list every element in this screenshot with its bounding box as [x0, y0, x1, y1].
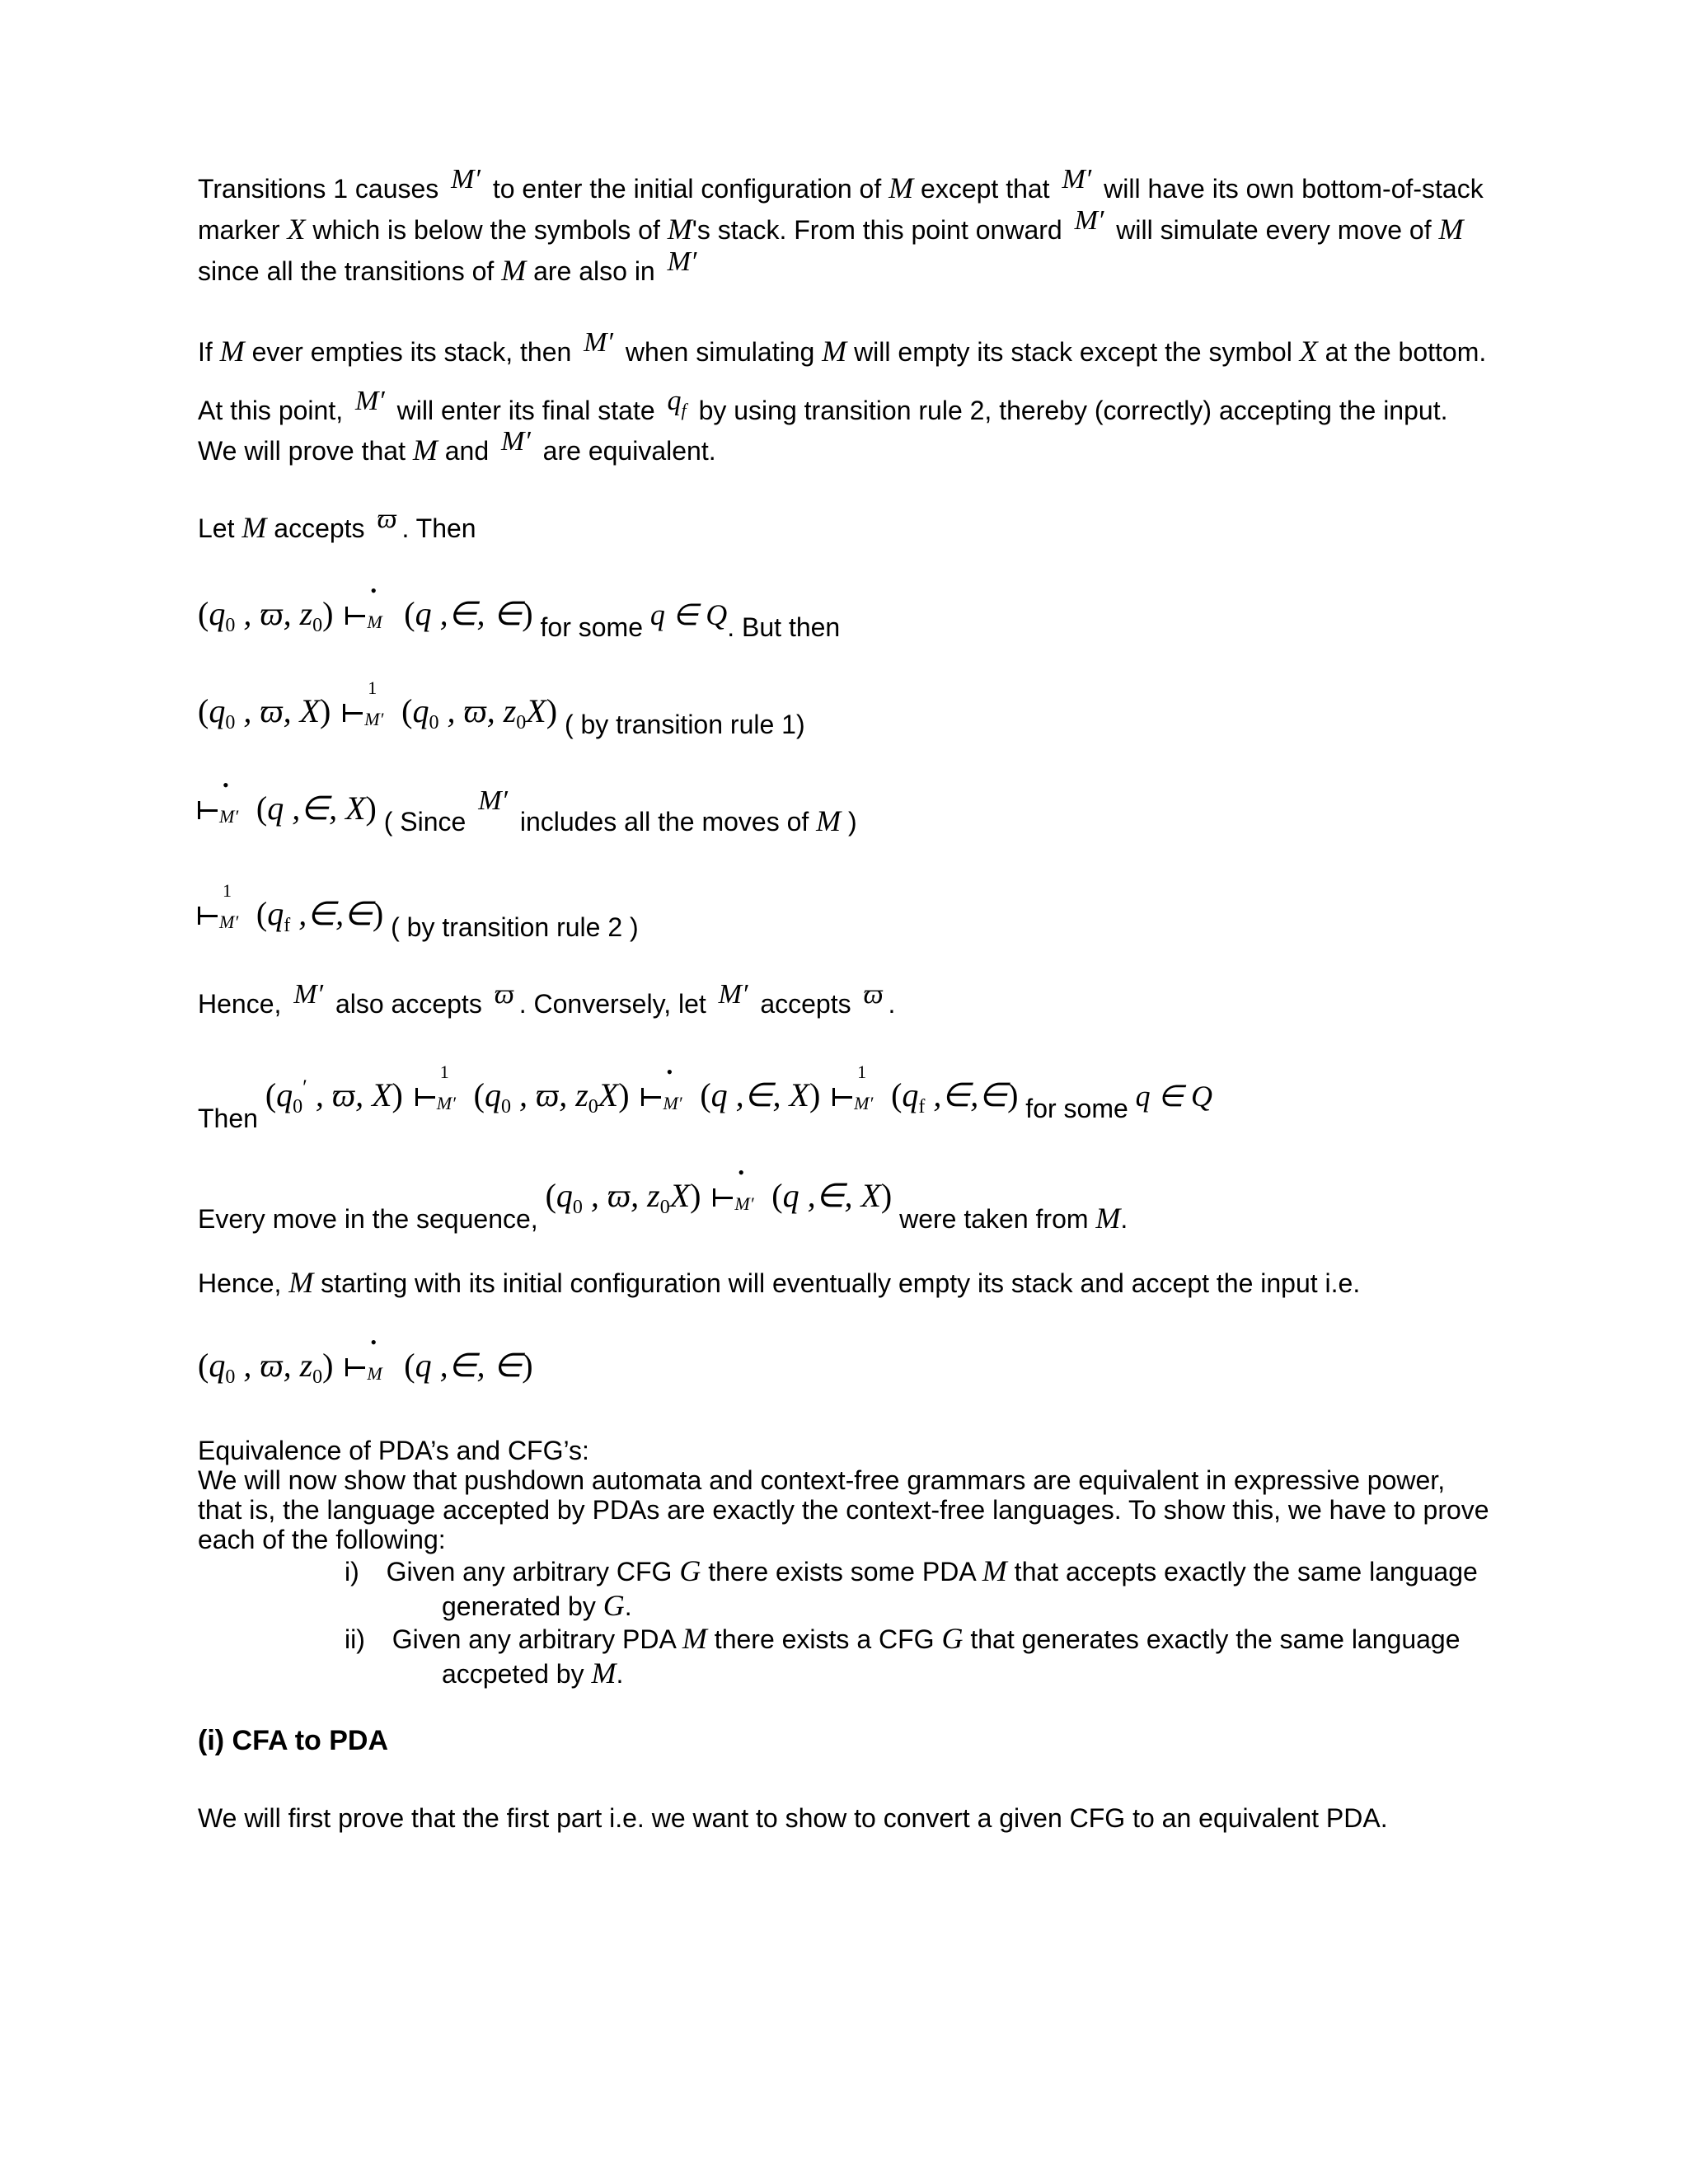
math-M: M	[219, 335, 245, 368]
text: . Then	[401, 513, 476, 543]
list-item-i-cont	[442, 1589, 632, 1623]
formula: q ∈ Q	[1135, 1080, 1213, 1113]
list-item-ii	[345, 1622, 1461, 1656]
text: Given any arbitrary CFG	[386, 1557, 673, 1586]
math-M: M	[982, 1554, 1007, 1587]
text: for some	[540, 612, 643, 642]
math-w: ϖ	[463, 692, 487, 729]
text: were taken from	[899, 1204, 1089, 1234]
math-M: M	[591, 1657, 617, 1690]
math-w: ϖ	[260, 595, 284, 632]
math-M: M	[412, 434, 438, 466]
para1-line2	[198, 205, 1464, 247]
text: .	[888, 989, 896, 1019]
text: and	[444, 436, 490, 466]
math-M: M	[288, 1266, 314, 1299]
list-number: ii)	[345, 1624, 365, 1654]
sub-M: M	[367, 1363, 382, 1384]
text: . But then	[727, 612, 841, 642]
star: •	[370, 580, 377, 601]
text: that accepts exactly the same language	[1014, 1557, 1478, 1586]
para3	[198, 504, 476, 546]
math-w: ϖ	[377, 504, 397, 534]
section-text: We will first prove that the first part i.e. we want to show to convert a given CFG to an equivalent PDA.	[198, 1803, 1388, 1833]
one: 1	[368, 677, 377, 698]
math-w: ϖ	[260, 692, 284, 729]
para4	[198, 979, 896, 1021]
text: ( by transition rule 2 )	[391, 912, 639, 942]
text: when simulating	[625, 337, 815, 367]
text: will empty its stack except the symbol	[854, 337, 1292, 367]
turnstile-star	[641, 1062, 687, 1113]
text: .	[616, 1659, 624, 1689]
equation-5	[198, 1062, 1213, 1133]
para1-line1	[198, 164, 1484, 206]
equivalence-line1: We will now show that pushdown automata and context-free grammars are equivalent in expressive power,	[198, 1465, 1446, 1495]
text: )	[848, 807, 857, 837]
sub-M-prime: M′	[436, 1093, 456, 1113]
formula: ($q_f$ ,∈,∈)	[891, 1076, 1019, 1118]
text: will enter its final state	[396, 396, 655, 425]
math-M-prime: M′	[293, 979, 324, 1010]
text: which is below the symbols of	[312, 215, 660, 245]
math-M: M	[667, 213, 692, 246]
math-q-f	[668, 385, 687, 427]
text: to enter the initial configuration of	[492, 174, 882, 204]
math-X: X	[287, 213, 306, 246]
formula: q ∈ Q	[649, 598, 728, 631]
text: ever empties its stack, then	[251, 337, 572, 367]
section-heading: (i) CFA to PDA	[198, 1725, 389, 1756]
text: by using transition rule 2, thereby (correctly) accepting the input.	[698, 396, 1448, 425]
math-M-prime: M′	[718, 979, 748, 1010]
formula: (q ,∈, ∈)	[404, 1347, 533, 1384]
star: •	[223, 775, 229, 795]
text: includes all the moves of	[519, 807, 809, 837]
star: •	[370, 1332, 377, 1352]
text: marker	[198, 215, 280, 245]
formula: (q ,∈, ∈)	[404, 595, 533, 632]
math-M: M	[816, 804, 842, 837]
turnstile-star	[345, 1332, 392, 1384]
sub-M-prime: M′	[734, 1193, 754, 1214]
one: 1	[223, 880, 232, 901]
math-M: M	[1438, 213, 1464, 246]
math-M-prime: M′	[667, 246, 697, 277]
list-item-ii-cont	[442, 1657, 623, 1690]
math-G: G	[679, 1554, 701, 1587]
math-M: M	[1095, 1202, 1121, 1235]
formula: ($q_0$ , ϖ, X)	[198, 692, 331, 733]
math-M-prime: M′	[501, 426, 531, 457]
text: since all the transitions of	[198, 256, 495, 286]
math-w: ϖ	[331, 1076, 356, 1113]
text: accpeted by	[442, 1659, 584, 1689]
turnstile-star	[345, 580, 392, 632]
sub-M-prime: M′	[663, 1093, 682, 1113]
list-item-i	[345, 1554, 1478, 1588]
formula: ($q_0$ , ϖ, $z_0X$)	[473, 1076, 630, 1118]
turnstile-one	[198, 880, 244, 932]
star: •	[666, 1062, 673, 1082]
math-M: M	[501, 254, 527, 287]
text: accepts	[274, 513, 365, 543]
math-M: M	[889, 171, 914, 204]
math-M-prime: M′	[478, 785, 508, 816]
formula: ($q_0$ , ϖ, $z_0X$)	[401, 692, 558, 733]
turnstile-star	[198, 775, 244, 827]
math-M-prime: M′	[584, 327, 613, 358]
formula: ($q_0'$ , ϖ, X)	[265, 1076, 403, 1118]
one: 1	[857, 1062, 867, 1082]
equivalence-title: Equivalence of PDA’s and CFG’s:	[198, 1436, 589, 1465]
text: will have its own bottom-of-stack	[1104, 174, 1484, 204]
math-Q: Q	[706, 598, 728, 631]
text: except that	[921, 174, 1050, 204]
text: ( Since	[383, 807, 467, 837]
sub-f: f	[681, 399, 687, 420]
text: Given any arbitrary PDA	[392, 1624, 676, 1654]
text: Every move in the sequence,	[198, 1204, 538, 1234]
math-w: ϖ	[494, 979, 514, 1010]
text: there exists a CFG	[714, 1624, 935, 1654]
math-X: X	[299, 692, 321, 729]
text: At this point,	[198, 396, 344, 425]
math-M: M	[241, 511, 267, 544]
math-M-prime: M′	[354, 386, 385, 416]
para6	[198, 1162, 1128, 1235]
text: We will prove that	[198, 436, 406, 466]
text: 's stack. From this point onward	[692, 215, 1062, 245]
sub-M-prime: M′	[854, 1093, 874, 1113]
sub-M: M	[367, 612, 382, 632]
sub-M-prime: M′	[364, 709, 384, 729]
text: .	[624, 1591, 632, 1621]
text: Transitions 1 causes	[198, 174, 439, 204]
text: Then	[198, 1104, 258, 1133]
math-Q: Q	[1191, 1080, 1213, 1113]
math-w: ϖ	[260, 1347, 284, 1384]
formula: ($q_0$ , ϖ, $z_0$)	[198, 595, 334, 636]
math-w: ϖ	[535, 1076, 560, 1113]
text: Hence,	[198, 989, 282, 1019]
text: .	[1120, 1204, 1128, 1234]
text: ( by transition rule 1)	[564, 710, 805, 739]
star: •	[738, 1162, 745, 1183]
para2-line3	[198, 426, 716, 468]
formula: (q ,∈, X)	[771, 1177, 893, 1214]
text: are equivalent.	[542, 436, 716, 466]
math-w: ϖ	[607, 1177, 631, 1214]
math-G: G	[603, 1589, 625, 1622]
text: are also in	[533, 256, 655, 286]
equivalence-line2: that is, the language accepted by PDAs are exactly the context-free languages. To show this, we have to prove	[198, 1495, 1489, 1525]
text: will simulate every move of	[1116, 215, 1432, 245]
text: Hence,	[198, 1268, 282, 1298]
list-number: i)	[345, 1557, 359, 1586]
equation-3	[198, 775, 857, 837]
sub-M-prime: M′	[219, 806, 239, 827]
text: accepts	[760, 989, 851, 1019]
text: . Conversely, let	[518, 989, 706, 1019]
text: also accepts	[335, 989, 482, 1019]
text: Let	[198, 513, 235, 543]
text: for some	[1025, 1094, 1128, 1123]
equation-1	[198, 580, 841, 642]
equation-2	[198, 677, 805, 739]
text: at the bottom.	[1325, 337, 1487, 367]
text: If	[198, 337, 213, 367]
equation-4	[198, 880, 639, 942]
formula: ($q_0$ , ϖ, $z_0X$)	[545, 1177, 701, 1218]
one: 1	[439, 1062, 449, 1082]
math-M-prime: M′	[1074, 205, 1104, 236]
text: starting with its initial configuration will eventually empty its stack and accept the input i.e.	[321, 1268, 1361, 1298]
text: that generates exactly the same language	[970, 1624, 1461, 1654]
para1-line3	[198, 246, 701, 288]
equivalence-line3: each of the following:	[198, 1525, 446, 1554]
para7	[198, 1266, 1360, 1300]
equation-6	[198, 1332, 533, 1394]
math-G: G	[941, 1622, 964, 1655]
formula: (q ,∈, X)	[700, 1076, 821, 1113]
formula: (q ,∈, X)	[256, 790, 377, 827]
math-M: M	[682, 1622, 707, 1655]
turnstile-one	[832, 1062, 879, 1113]
text: there exists some PDA	[708, 1557, 975, 1586]
sub-M-prime: M′	[219, 912, 239, 932]
para2-line2	[198, 386, 1448, 437]
turnstile-one	[343, 677, 389, 729]
math-w: ϖ	[863, 979, 884, 1010]
formula: ($q_0$ , ϖ, $z_0$)	[198, 1347, 334, 1388]
text: generated by	[442, 1591, 596, 1621]
q: q	[667, 386, 682, 416]
math-M: M	[822, 335, 847, 368]
turnstile-star	[713, 1162, 759, 1214]
math-M-prime: M′	[1062, 164, 1092, 194]
math-M-prime: M′	[451, 164, 481, 194]
math-X: X	[1299, 335, 1318, 368]
turnstile-one	[415, 1062, 462, 1113]
formula: ($q_f$ ,∈,∈)	[256, 895, 384, 936]
para2-line1	[198, 327, 1487, 369]
